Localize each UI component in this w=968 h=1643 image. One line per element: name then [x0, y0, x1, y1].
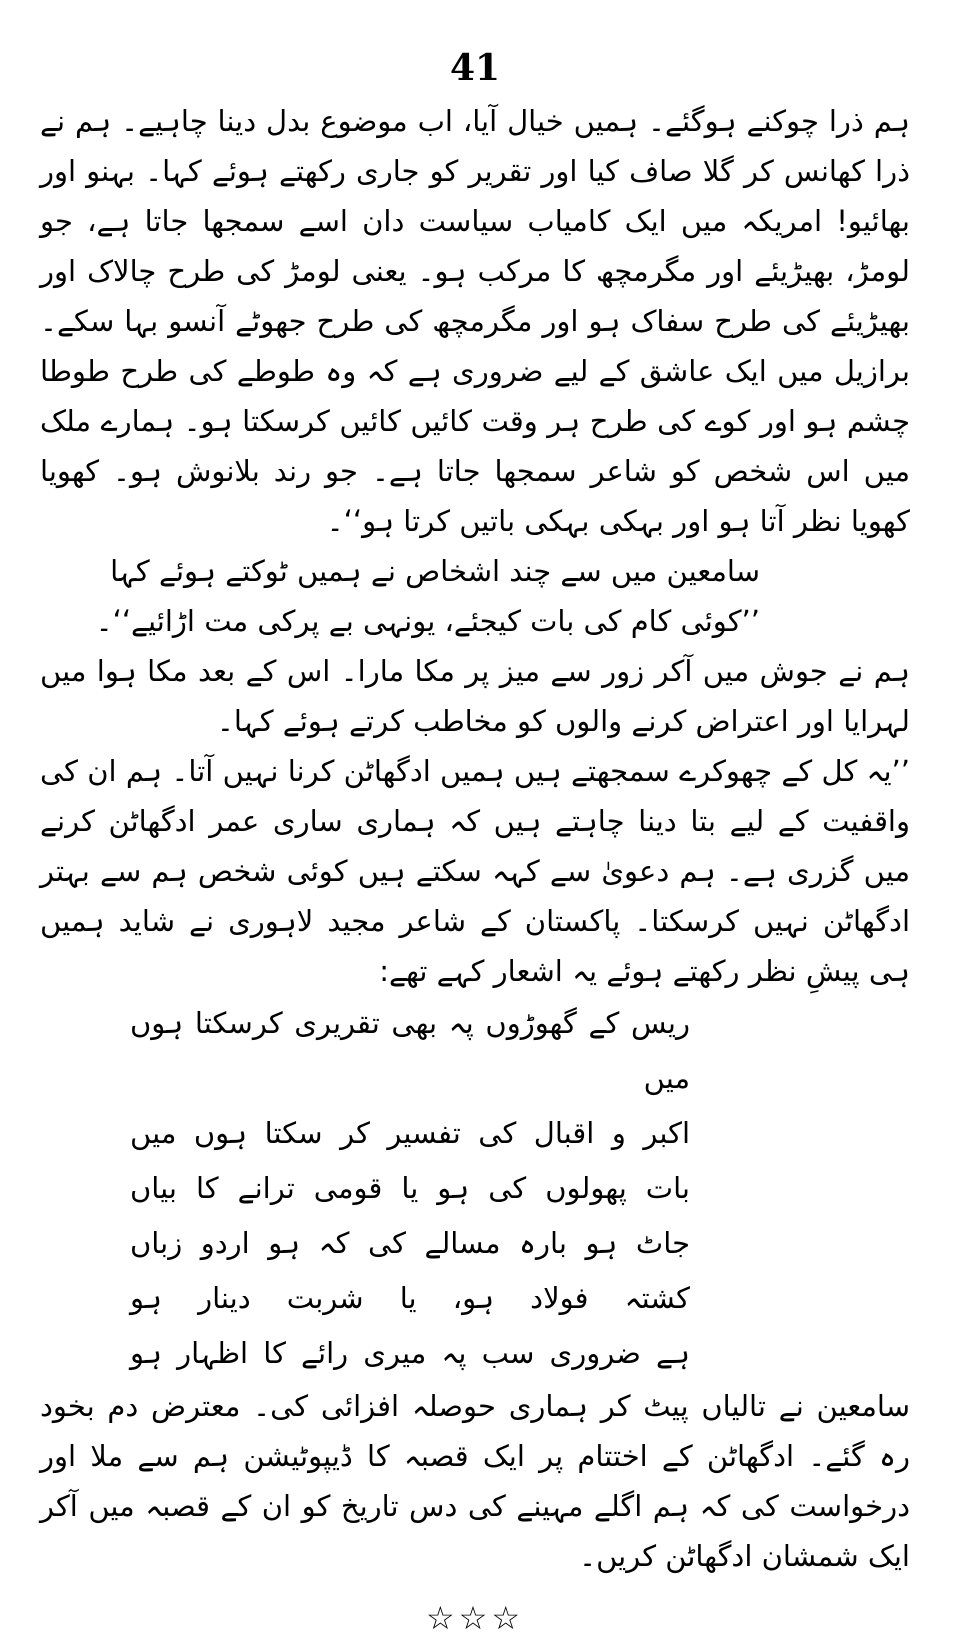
poem-verse: کشتہ فولاد ہو، یا شربت دینار ہو [130, 1281, 690, 1315]
paragraph-speech: ہم ذرا چوکنے ہوگئے۔ ہمیں خیال آیا، اب موضوع بدل دینا چاہیے۔ ہم نے ذرا کھانس کر گلا صاف کیا اور تقریر کو جاری رکھتے ہوئے کہا۔ بہنو اور بھائیو! امریکہ میں ایک کامیاب سیاست دان اسے سمجھا جاتا ہے، جو لومڑ، بھیڑیئے اور مگرمچھ کا مرکب ہو۔ یعنی لومڑ کی طرح چالاک اور بھیڑیئے کی طرح سفاک ہو اور مگرمچھ کی طرح جھوٹے آنسو بہا سکے۔ برازیل میں ایک عاشق کے لیے ضروری ہے کہ وہ طوطے کی طرح طوطا چشم ہو اور کوے کی طرح ہر وقت کائیں کائیں کرسکتا ہو۔ ہمارے ملک میں اس شخص کو شاعر سمجھا جاتا ہے۔ جو رند بلانوش ہو۔ کھویا کھویا نظر آتا ہو اور بہکی بہکی باتیں کرتا ہو‘‘۔ [40, 104, 910, 538]
end-mark: ☆☆☆ [425, 1599, 525, 1637]
page-number: 41 [449, 47, 501, 89]
poem-verse: ہے ضروری سب پہ میری رائے کا اظہار ہو [130, 1336, 690, 1370]
poem-verse: جاٹ ہو بارہ مسالے کی کہ ہو اردو زباں [130, 1226, 690, 1260]
poem-verse: اکبر و اقبال کی تفسیر کر سکتا ہوں میں [130, 1116, 690, 1150]
paragraph-audience-quote: ’’کوئی کام کی بات کیجئے، یونہی بے پرکی مت اڑائیے‘‘۔ [95, 604, 760, 638]
body-text [40, 96, 910, 1581]
paragraph-audience: سامعین میں سے چند اشخاص نے ہمیں ٹوکتے ہوئے کہا [110, 554, 760, 588]
paragraph-fist: ہم نے جوش میں آکر زور سے میز پر مکا مارا۔ اس کے بعد مکا ہوا میں لہرایا اور اعتراض کرنے والوں کو مخاطب کرتے ہوئے کہا۔ [40, 654, 910, 738]
poem [130, 996, 910, 1381]
paragraph-conclusion: سامعین نے تالیاں پیٹ کر ہماری حوصلہ افزائی کی۔ معترض دم بخود رہ گئے۔ ادگھاٹن کے اختتام پر ایک قصبہ کا ڈیپوٹیشن ہم سے ملا اور درخواست کی کہ ہم اگلے مہینے کی دس تاریخ کو ان کے قصبہ میں آکر ایک شمشان ادگھاٹن کریں۔ [40, 1389, 910, 1573]
paragraph-reply: ’’یہ کل کے چھوکرے سمجھتے ہیں ہمیں ادگھاٹن کرنا نہیں آتا۔ ہم ان کی واقفیت کے لیے بتا دینا چاہتے ہیں کہ ہماری ساری عمر ادگھاٹن کرنے میں گزری ہے۔ ہم دعویٰ سے کہہ سکتے ہیں کوئی شخص ہم سے بہتر ادگھاٹن نہیں کرسکتا۔ پاکستان کے شاعر مجید لاہوری نے شاید ہمیں ہی پیشِ نظر رکھتے ہوئے یہ اشعار کہے تھے: [40, 754, 910, 988]
poem-verse: بات پھولوں کی ہو یا قومی ترانے کا بیاں [130, 1171, 690, 1205]
poem-verse: ریس کے گھوڑوں پہ بھی تقریری کرسکتا ہوں میں [130, 1006, 690, 1095]
